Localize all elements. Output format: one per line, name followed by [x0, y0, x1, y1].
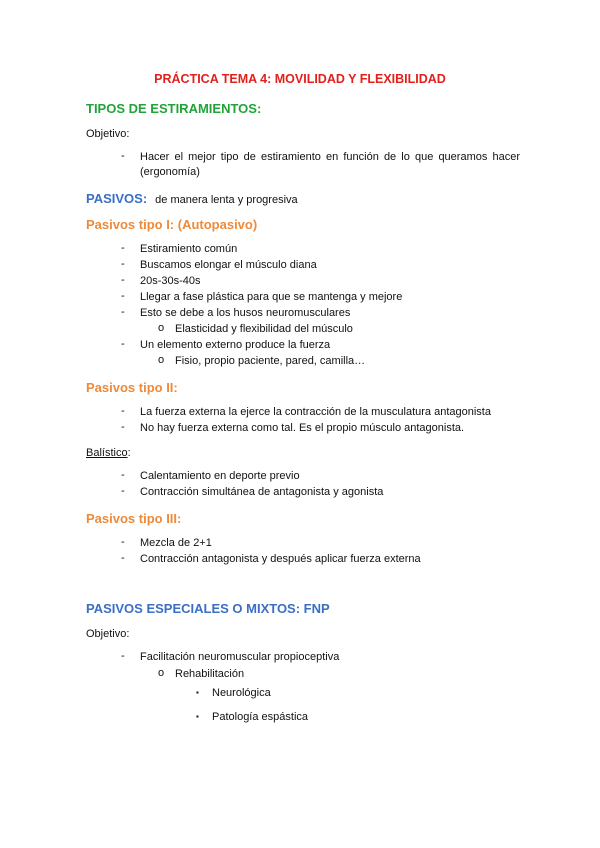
sub-list-item: Fisio, propio paciente, pared, camilla… — [175, 355, 366, 367]
list-item: Buscamos elongar el músculo diana — [140, 259, 317, 271]
objetivo-label: Objetivo: — [86, 128, 130, 140]
list-item: Hacer el mejor tipo de estiramiento en función de lo que queramos hacer (ergonomía) — [140, 151, 520, 178]
dash-bullet: - — [121, 274, 125, 286]
heading-tipos: TIPOS DE ESTIRAMIENTOS: — [86, 101, 262, 116]
list-item: Contracción simultánea de antagonista y agonista — [140, 486, 384, 498]
balistico-label — [86, 447, 131, 459]
list-item: Contracción antagonista y después aplicar fuerza externa — [140, 553, 421, 565]
pasivos-note: de manera lenta y progresiva — [155, 194, 298, 206]
dash-bullet: - — [121, 421, 125, 433]
dash-bullet: - — [121, 469, 125, 481]
list-item: Estiramiento común — [140, 243, 238, 255]
sub-list-item: Elasticidad y flexibilidad del músculo — [175, 323, 353, 335]
dash-bullet: - — [121, 536, 125, 548]
dash-bullet: - — [121, 290, 125, 302]
dash-bullet: - — [121, 485, 125, 497]
list-item: Esto se debe a los husos neuromusculares — [140, 307, 351, 319]
objetivo-label: Objetivo: — [86, 628, 130, 640]
dash-bullet: - — [121, 405, 125, 417]
balistico-text: Balístico — [86, 447, 128, 459]
sub-sub-list-item: Patología espástica — [212, 711, 309, 723]
balistico-colon: : — [127, 447, 131, 459]
sub-sub-list-item: Neurológica — [212, 687, 271, 699]
heading-tipo-1: Pasivos tipo I: (Autopasivo) — [86, 217, 258, 232]
dash-bullet: - — [121, 552, 125, 564]
list-item: Facilitación neuromuscular propioceptiva — [140, 651, 340, 663]
dash-bullet: - — [121, 338, 125, 350]
sub-list-item: Rehabilitación — [175, 668, 245, 680]
list-item: Mezcla de 2+1 — [140, 537, 212, 549]
dash-bullet: - — [121, 258, 125, 270]
dash-bullet: - — [121, 242, 125, 254]
square-bullet-icon: ▪ — [196, 712, 199, 721]
list-item: Llegar a fase plástica para que se mantenga y mejore — [140, 291, 403, 303]
list-item: 20s-30s-40s — [140, 275, 201, 287]
circle-bullet: o — [158, 354, 165, 366]
list-item: La fuerza externa la ejerce la contracción de la musculatura antagonista — [140, 406, 491, 418]
list-item: No hay fuerza externa como tal. Es el propio músculo antagonista. — [140, 422, 465, 434]
page-title: PRÁCTICA TEMA 4: MOVILIDAD Y FLEXIBILIDAD — [154, 72, 446, 86]
circle-bullet: o — [158, 667, 165, 679]
list-item: Calentamiento en deporte previo — [140, 470, 300, 482]
dash-bullet: - — [121, 150, 125, 162]
dash-bullet: - — [121, 306, 125, 318]
dash-bullet: - — [121, 650, 125, 662]
pasivos-label: PASIVOS: — [86, 191, 148, 206]
heading-especiales: PASIVOS ESPECIALES O MIXTOS: FNP — [86, 601, 330, 616]
heading-tipo-3: Pasivos tipo III: — [86, 511, 182, 526]
heading-pasivos — [86, 191, 298, 206]
heading-tipo-2: Pasivos tipo II: — [86, 380, 178, 395]
square-bullet-icon: ▪ — [196, 688, 199, 697]
list-item: Un elemento externo produce la fuerza — [140, 339, 331, 351]
circle-bullet: o — [158, 322, 165, 334]
